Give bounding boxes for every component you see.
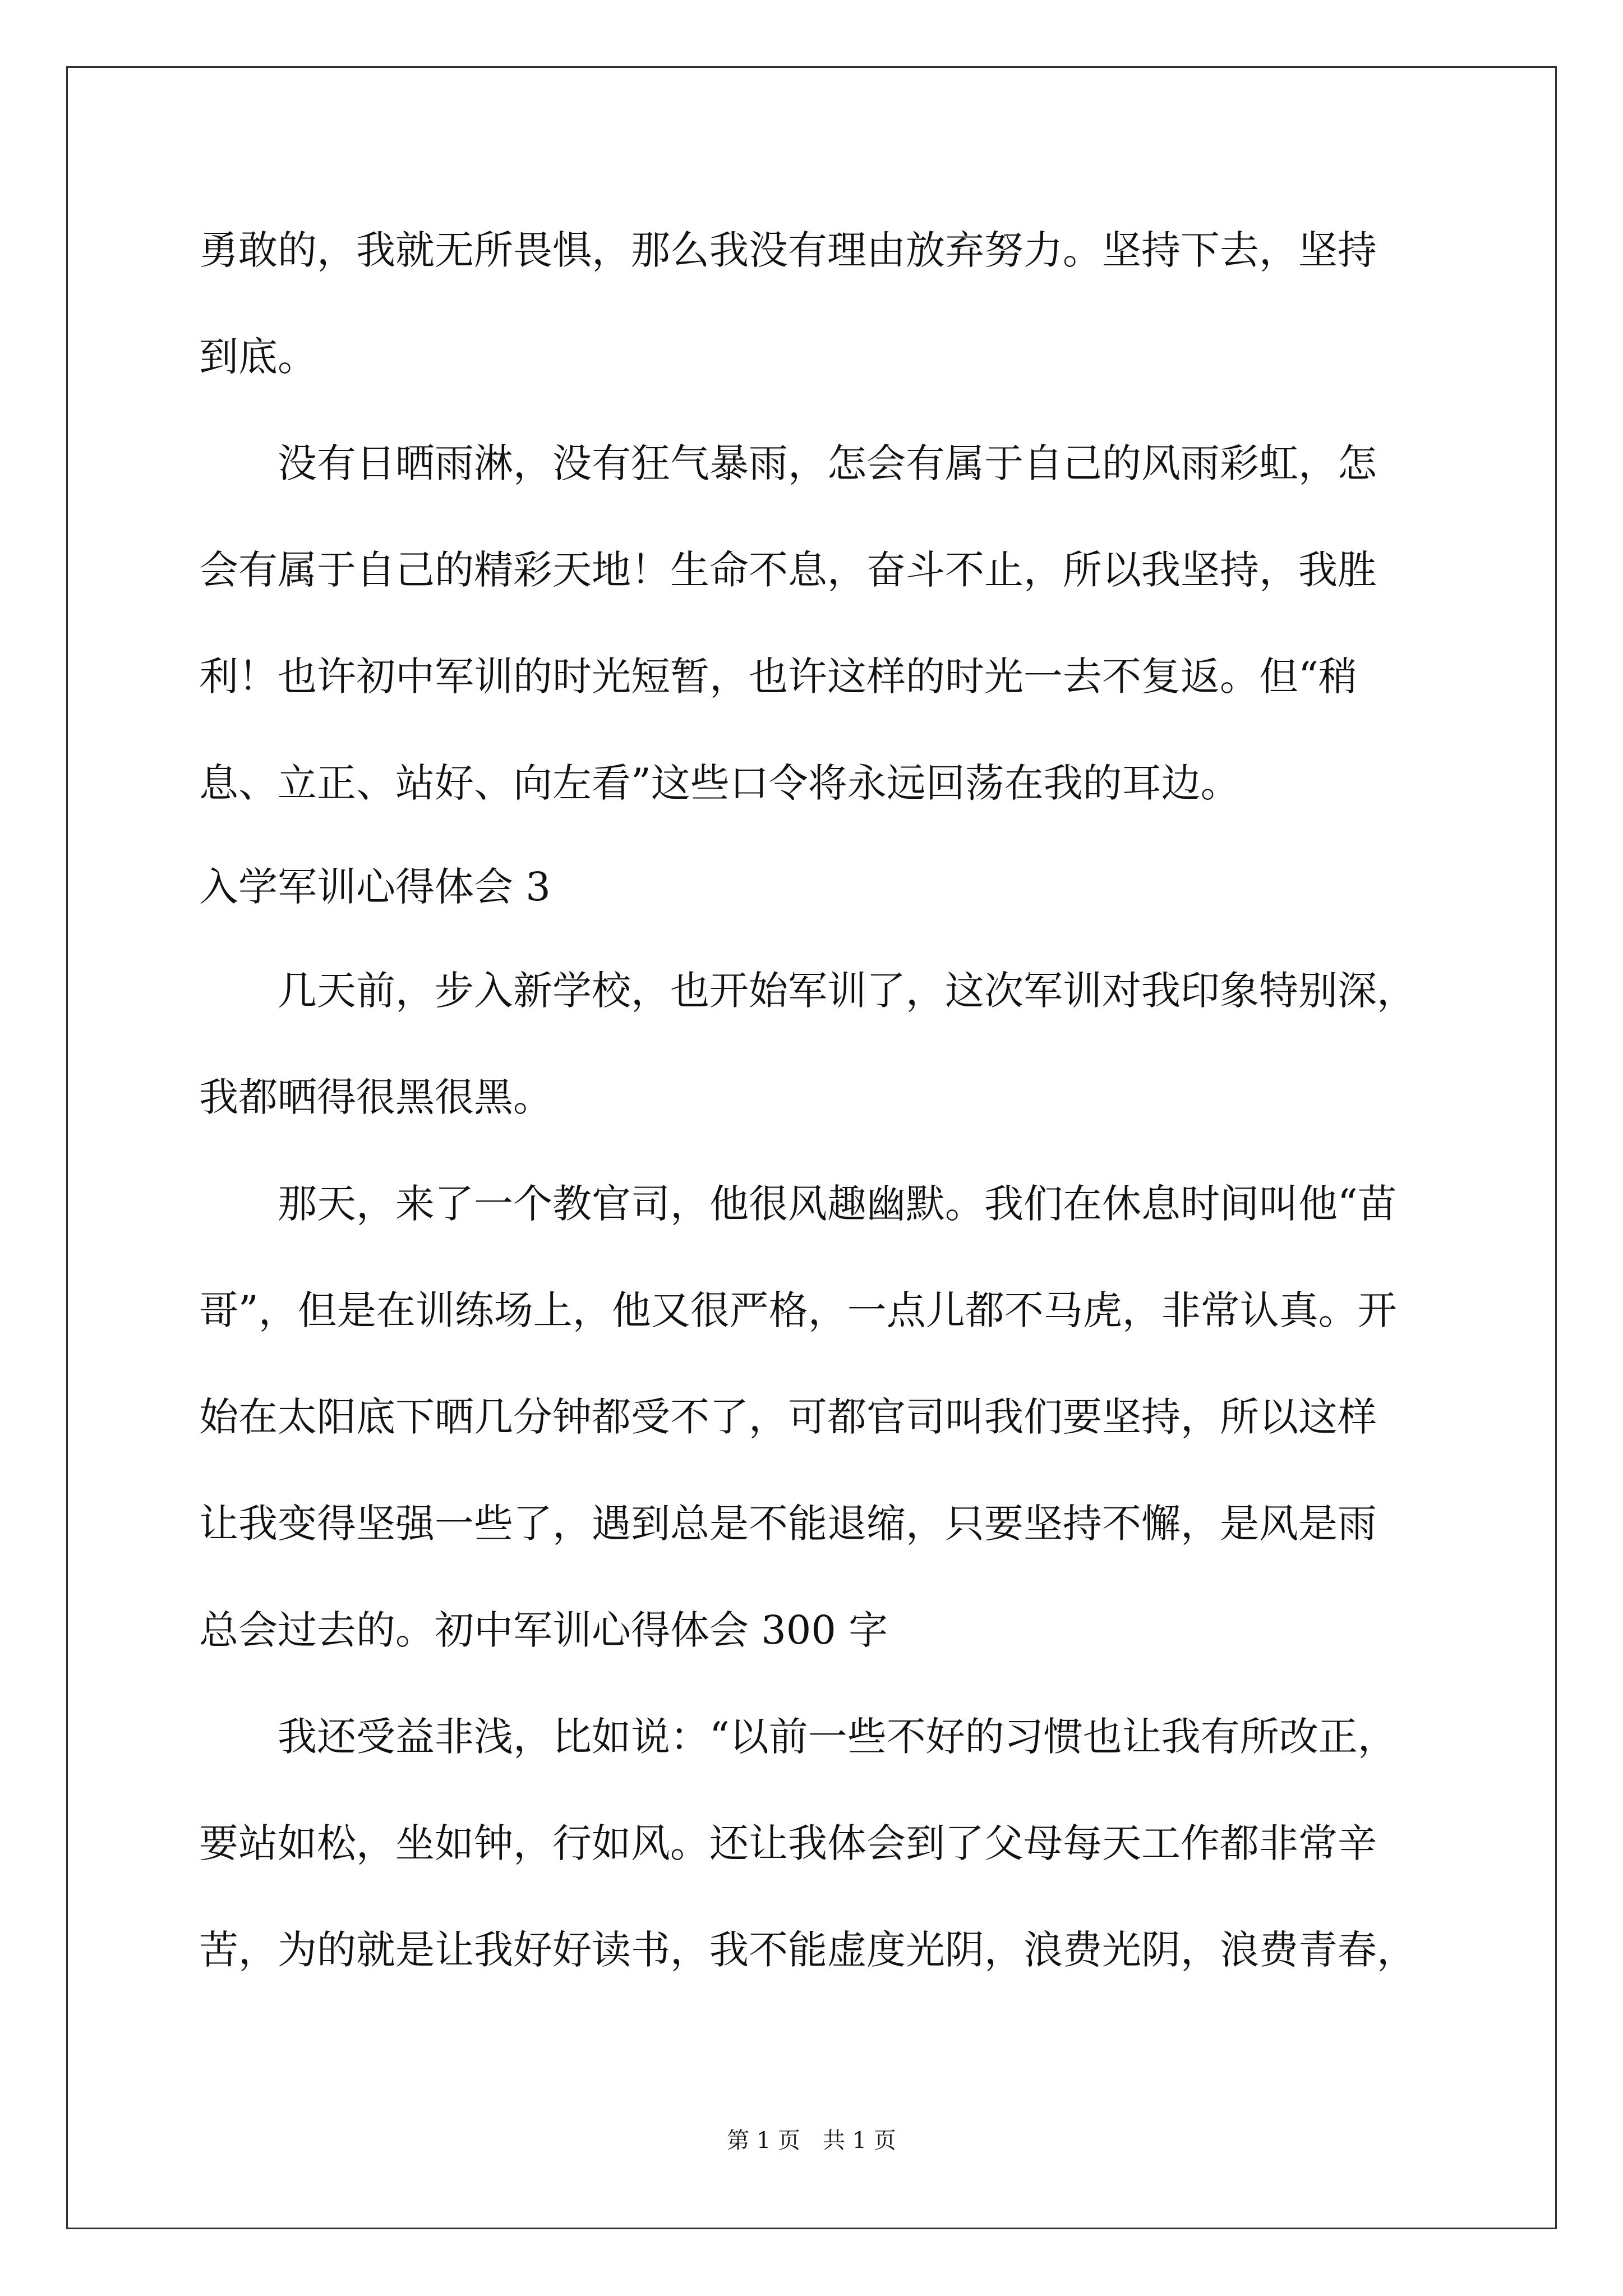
text-line: 利！也许初中军训的时光短暂，也许这样的时光一去不复返。但“稍 (199, 654, 1358, 700)
text-line: 我都晒得很黑很黑。 (199, 1074, 552, 1120)
text-line: 让我变得坚强一些了，遇到总是不能退缩，只要坚持不懈，是风是雨 (199, 1501, 1377, 1547)
section-heading: 入学军训心得体会 3 (199, 864, 551, 910)
text-line: 苦，为的就是让我好好读书，我不能虚度光阴，浪费光阴，浪费青春， (199, 1927, 1416, 1973)
page-border (66, 66, 1557, 2229)
text-line: 始在太阳底下晒几分钟都受不了，可都官司叫我们要坚持，所以这样 (199, 1394, 1377, 1440)
text-line: 几天前，步入新学校，也开始军训了，这次军训对我印象特别深， (199, 968, 1416, 1014)
text-line: 没有日晒雨淋，没有狂气暴雨，怎会有属于自己的风雨彩虹，怎 (199, 440, 1377, 486)
text-line: 要站如松，坐如钟，行如风。还让我体会到了父母每天工作都非常辛 (199, 1820, 1377, 1866)
text-line: 会有属于自己的精彩天地！生命不息，奋斗不止，所以我坚持，我胜 (199, 547, 1377, 593)
text-line: 勇敢的，我就无所畏惧，那么我没有理由放弃努力。坚持下去，坚持 (199, 227, 1377, 273)
text-line: 我还受益非浅，比如说：“以前一些不好的习惯也让我有所改正， (199, 1714, 1397, 1760)
text-line: 息、立正、站好、向左看”这些口令将永远回荡在我的耳边。 (199, 760, 1240, 806)
text-line: 那天，来了一个教官司，他很风趣幽默。我们在休息时间叫他“苗 (199, 1181, 1397, 1227)
page-footer: 第 1 页 共 1 页 (727, 2128, 896, 2154)
text-line: 哥”，但是在训练场上，他又很严格，一点儿都不马虎，非常认真。开 (199, 1287, 1397, 1333)
text-line: 总会过去的。初中军训心得体会 300 字 (199, 1607, 888, 1653)
text-line: 到底。 (199, 334, 317, 380)
